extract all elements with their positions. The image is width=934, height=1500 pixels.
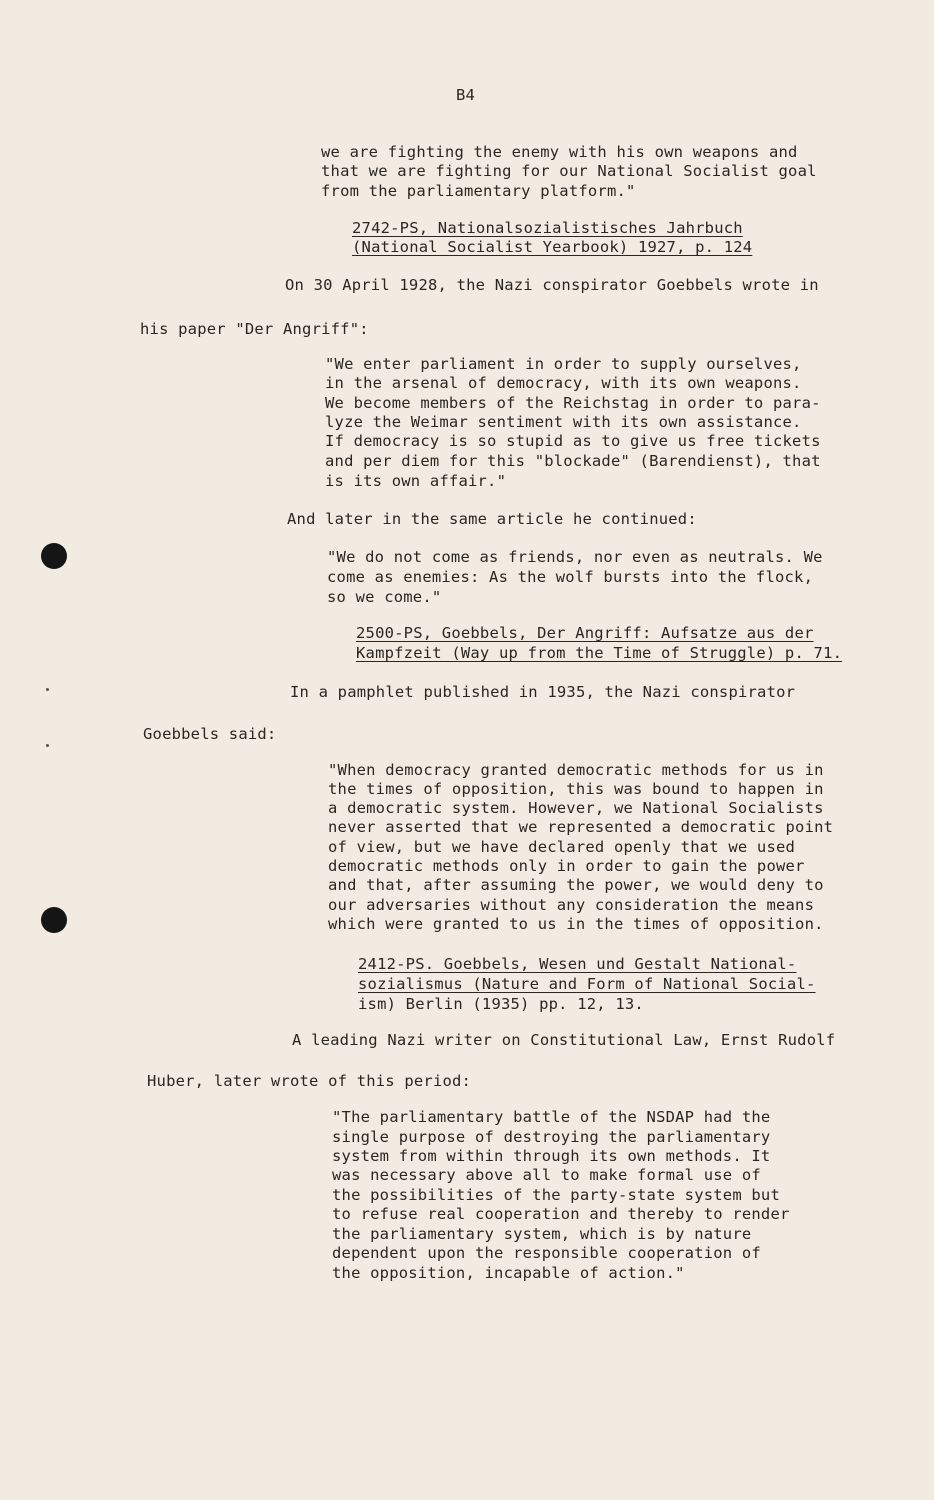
- quote-line: "When democracy granted democratic methods for us in: [328, 761, 824, 779]
- citation-line: ism) Berlin (1935) pp. 12, 13.: [358, 995, 644, 1013]
- quote-line: in the arsenal of democracy, with its own weapons.: [325, 374, 802, 392]
- quote-line: which were granted to us in the times of opposition.: [328, 915, 824, 933]
- paragraph-line: his paper "Der Angriff":: [140, 320, 369, 338]
- paper-speck: [46, 688, 49, 691]
- citation-line: [358, 955, 796, 975]
- quote-line: that we are fighting for our National Socialist goal: [321, 162, 817, 180]
- page-number: B4: [456, 86, 476, 104]
- quote-line: single purpose of destroying the parliamentary: [332, 1128, 771, 1146]
- citation-text: sozialismus (Nature and Form of National Social-: [358, 975, 816, 993]
- quote-line: the possibilities of the party-state system but: [332, 1186, 780, 1204]
- quote-line: so we come.": [327, 588, 442, 606]
- citation-line: [356, 644, 842, 664]
- paper-speck: [46, 744, 49, 747]
- quote-line: and that, after assuming the power, we would deny to: [328, 876, 824, 894]
- paragraph-line: Huber, later wrote of this period:: [147, 1072, 472, 1090]
- quote-line: "We do not come as friends, nor even as neutrals. We: [327, 548, 823, 566]
- citation-text: 2742-PS, Nationalsozialistisches Jahrbuch: [352, 219, 743, 237]
- quote-line: we are fighting the enemy with his own weapons and: [321, 143, 798, 161]
- quote-line: come as enemies: As the wolf bursts into the flock,: [327, 568, 814, 586]
- quote-line: our adversaries without any consideration the means: [328, 896, 815, 914]
- paragraph-line: In a pamphlet published in 1935, the Nazi conspirator: [290, 683, 796, 701]
- citation-text: (National Socialist Yearbook) 1927, p. 124: [352, 238, 753, 256]
- quote-line: of view, but we have declared openly that we used: [328, 838, 796, 856]
- quote-line: democratic methods only in order to gain the power: [328, 857, 805, 875]
- quote-line: "We enter parliament in order to supply ourselves,: [325, 355, 802, 373]
- quote-line: is its own affair.": [325, 472, 507, 490]
- quote-line: the parliamentary system, which is by nature: [332, 1225, 752, 1243]
- punch-hole: [41, 907, 67, 933]
- quote-line: the opposition, incapable of action.": [332, 1264, 685, 1282]
- quote-line: and per diem for this "blockade" (Barendienst), that: [325, 452, 821, 470]
- paragraph-line: A leading Nazi writer on Constitutional Law, Ernst Rudolf: [292, 1031, 836, 1049]
- quote-line: from the parliamentary platform.": [321, 182, 636, 200]
- quote-line: the times of opposition, this was bound to happen in: [328, 780, 824, 798]
- citation-text: 2500-PS, Goebbels, Der Angriff: Aufsatze aus der: [356, 624, 814, 642]
- citation-line: [352, 219, 743, 239]
- quote-line: "The parliamentary battle of the NSDAP had the: [332, 1108, 771, 1126]
- punch-hole: [41, 543, 67, 569]
- quote-line: If democracy is so stupid as to give us free tickets: [325, 432, 821, 450]
- paragraph-line: Goebbels said:: [143, 725, 277, 743]
- citation-text: 2412-PS. Goebbels, Wesen und Gestalt National-: [358, 955, 797, 973]
- paragraph-line: And later in the same article he continued:: [287, 510, 697, 528]
- quote-line: system from within through its own methods. It: [332, 1147, 771, 1165]
- citation-line: [356, 624, 814, 644]
- quote-line: lyze the Weimar sentiment with its own assistance.: [325, 413, 802, 431]
- quote-line: to refuse real cooperation and thereby to render: [332, 1205, 790, 1223]
- quote-line: dependent upon the responsible cooperation of: [332, 1244, 761, 1262]
- quote-line: a democratic system. However, we National Socialists: [328, 799, 824, 817]
- citation-text: Kampfzeit (Way up from the Time of Struggle) p. 71.: [356, 644, 843, 662]
- citation-line: [352, 238, 752, 258]
- paragraph-line: On 30 April 1928, the Nazi conspirator Goebbels wrote in: [285, 276, 819, 294]
- quote-line: We become members of the Reichstag in order to para-: [325, 394, 821, 412]
- quote-line: never asserted that we represented a democratic point: [328, 818, 834, 836]
- quote-line: was necessary above all to make formal use of: [332, 1166, 761, 1184]
- citation-line: [358, 975, 816, 995]
